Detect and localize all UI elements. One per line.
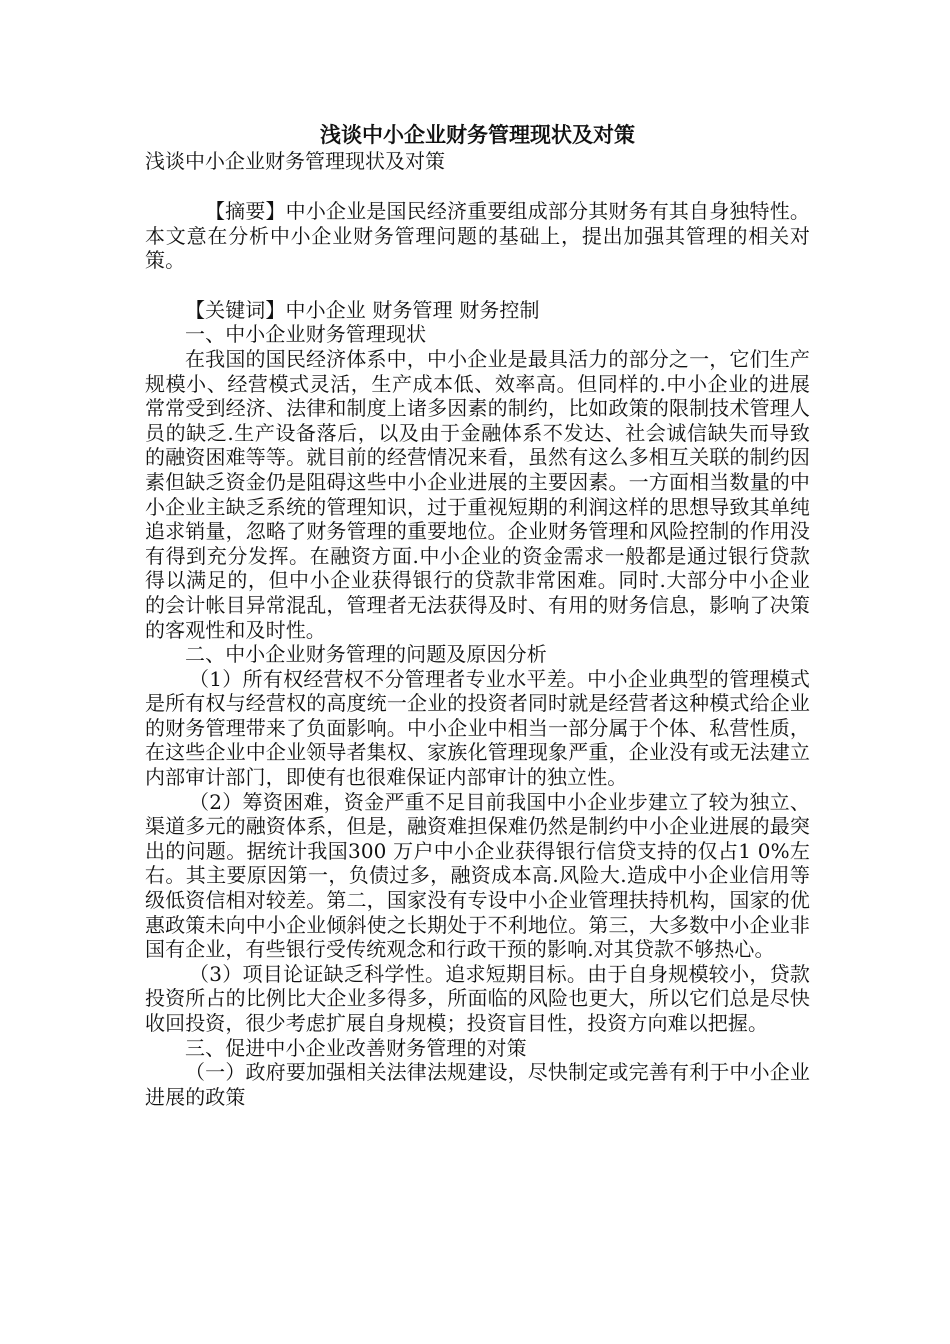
measure-1-paragraph: （一）政府要加强相关法律法规建设，尽快制定或完善有利于中小企业进展的政策 xyxy=(145,1060,810,1109)
document-subtitle: 浅谈中小企业财务管理现状及对策 xyxy=(145,149,445,173)
document-page xyxy=(145,122,810,1109)
document-title: 浅谈中小企业财务管理现状及对策 xyxy=(320,122,635,147)
keywords-line: 【关键词】中小企业 财务管理 财务控制 xyxy=(185,297,540,322)
spacer xyxy=(145,273,810,298)
section-1-paragraph: 在我国的国民经济体系中，中小企业是最具活力的部分之一，它们生产规模小、经营模式灵活，生产成本低、效率高。但同样的.中小企业的进展常常受到经济、法律和制度上诸多因素的制约，比如政策的限制技术管理人员的缺乏.生产设备落后，以及由于金融体系不发达、社会诚信缺失而导致的融资困难等等。就目前的经营情况来看，虽然有这么多相互关联的制约因素但缺乏资金仍是阻碍这些中小企业进展的主要因素。一方面相当数量的中小企业主缺乏系统的管理知识，过于重视短期的利润这样的思想导致其单纯追求销量，忽略了财务管理的重要地位。企业财务管理和风险控制的作用没有得到充分发挥。在融资方面.中小企业的资金需求一般都是通过银行贷款得以满足的，但中小企业获得银行的贷款非常困难。同时.大部分中小企业的会计帐目异常混乱，管理者无法获得及时、有用的财务信息，影响了决策的客观性和及时性。 xyxy=(145,346,810,642)
section-heading-1: 一、中小企业财务管理现状 xyxy=(185,322,427,347)
point-3-paragraph: （3）项目论证缺乏科学性。追求短期目标。由于自身规模较小，贷款投资所占的比例比大企业多得多，所面临的风险也更大，所以它们总是尽快收回投资，很少考虑扩展自身规模；投资盲目性，投资方向难以把握。 xyxy=(145,961,810,1035)
section-heading-2: 二、中小企业财务管理的问题及原因分析 xyxy=(185,642,547,667)
point-2-paragraph: （2）筹资困难，资金严重不足目前我国中小企业步建立了较为独立、渠道多元的融资体系，但是，融资难担保难仍然是制约中小企业进展的最突出的问题。据统计我国300 万户中小企业获得银行信贷支持的仅占1 0%左右。其主要原因第一，负债过多，融资成本高.风险大.造成中小企业信用等级低资信相对较差。第二，国家没有专设中小企业管理扶持机构，国家的优惠政策未向中小企业倾斜使之长期处于不利地位。第三，大多数中小企业非国有企业，有些银行受传统观念和行政干预的影响.对其贷款不够热心。 xyxy=(145,789,810,962)
section-heading-3: 三、促进中小企业改善财务管理的对策 xyxy=(185,1035,527,1060)
point-1-paragraph: （1）所有权经营权不分管理者专业水平差。中小企业典型的管理模式是所有权与经营权的高度统一企业的投资者同时就是经营者这种模式给企业的财务管理带来了负面影响。中小企业中相当一部分属于个体、私营性质，在这些企业中企业领导者集权、家族化管理现象严重，企业没有或无法建立内部审计部门，即使有也很难保证内部审计的独立性。 xyxy=(145,666,810,790)
spacer xyxy=(145,174,810,199)
abstract-paragraph: 【摘要】中小企业是国民经济重要组成部分其财务有其自身独特性。本文意在分析中小企业财务管理问题的基础上，提出加强其管理的相关对策。 xyxy=(145,199,810,273)
